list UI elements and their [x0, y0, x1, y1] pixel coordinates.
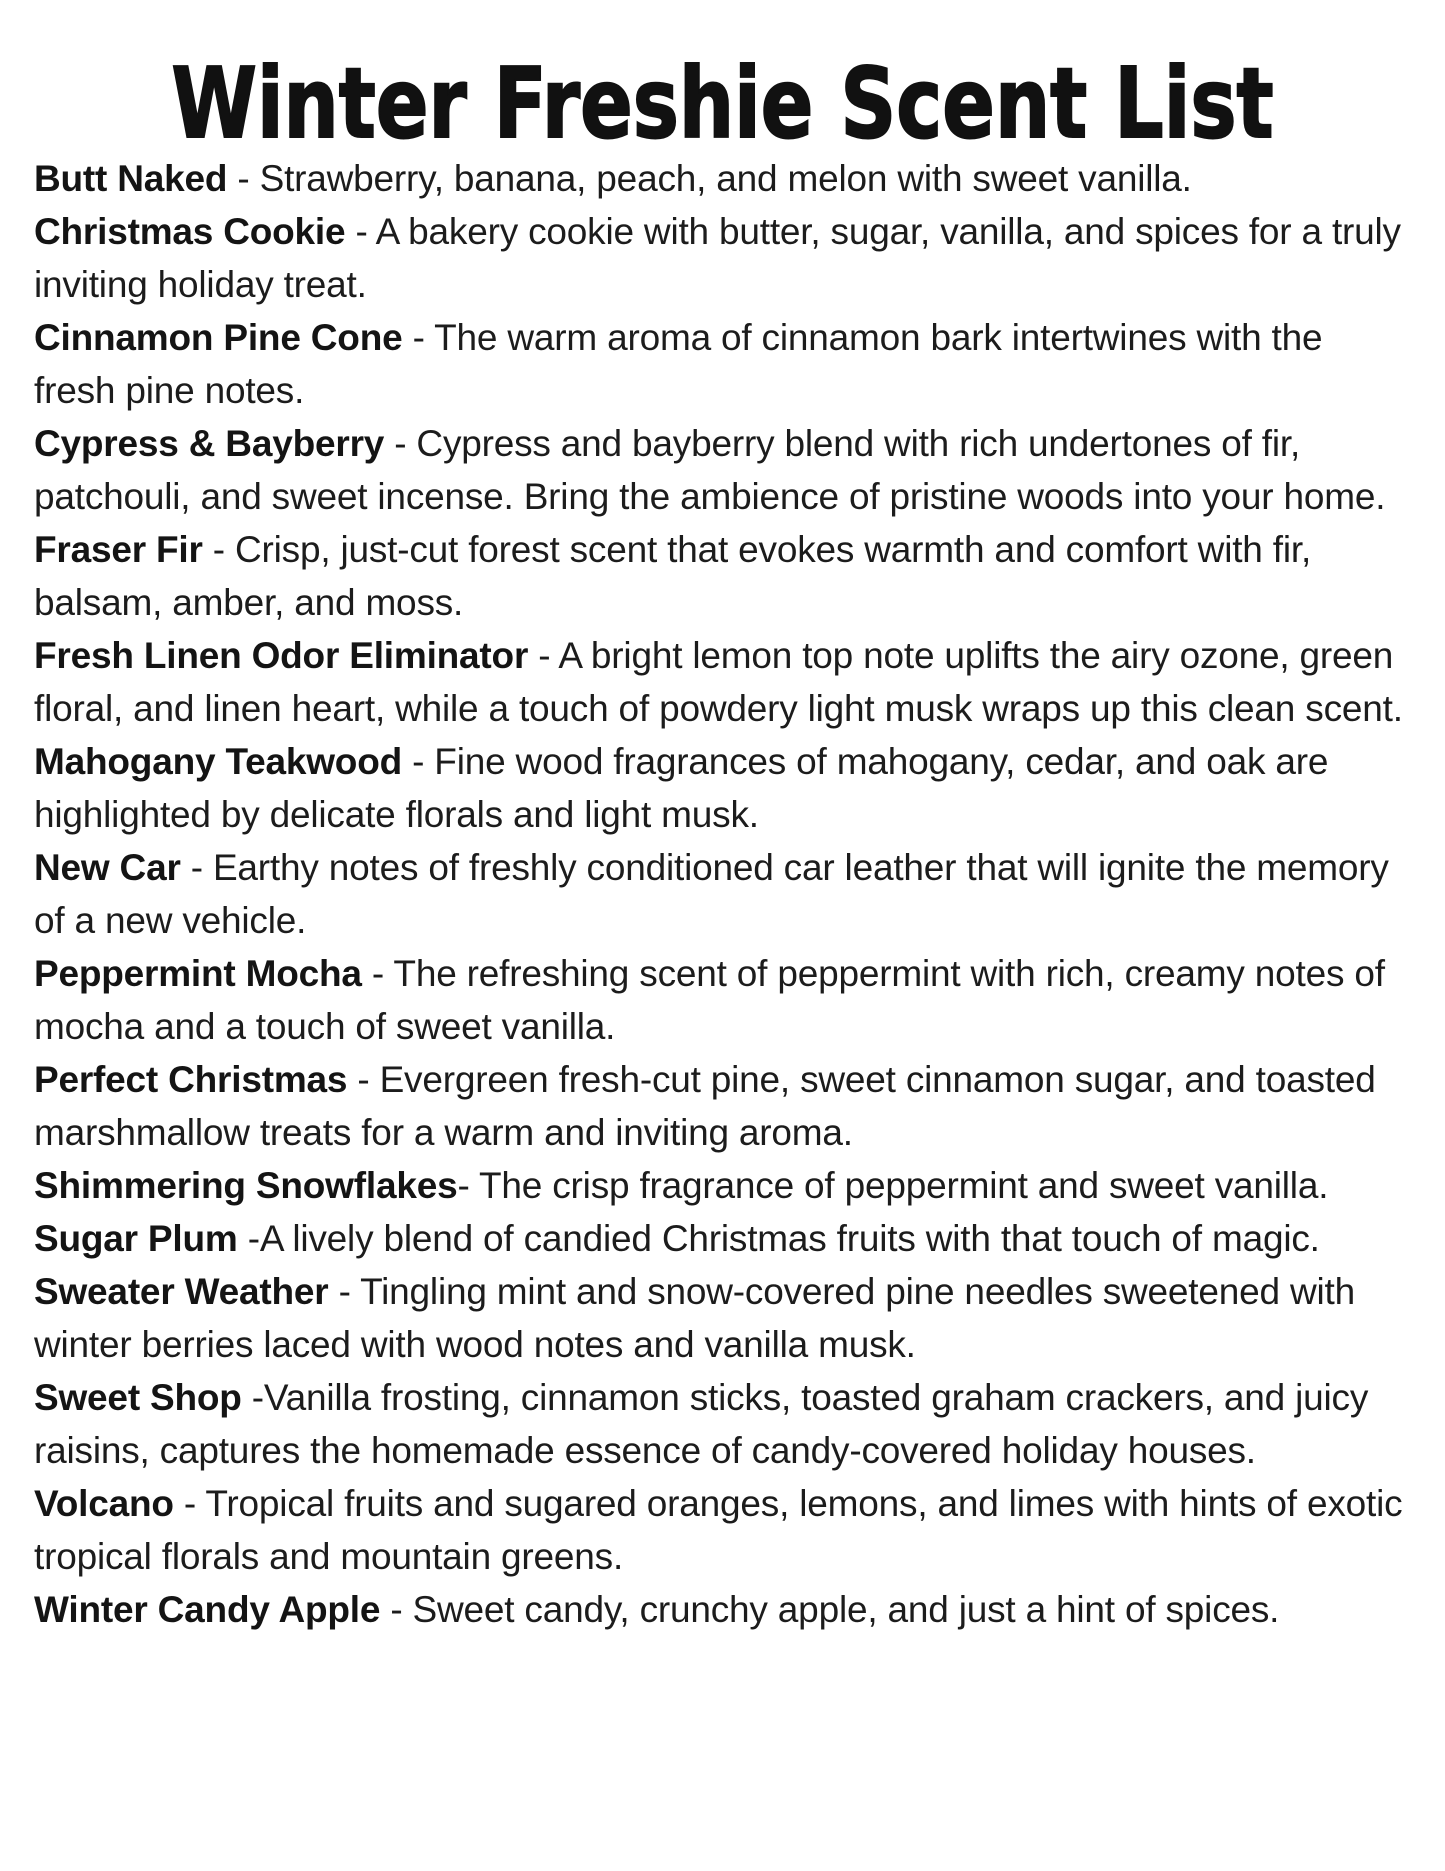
scent-description: The crisp fragrance of peppermint and sweet vanilla. — [479, 1165, 1329, 1206]
separator: - — [328, 1271, 361, 1312]
separator: - — [457, 1165, 480, 1206]
scent-entry-christmas-cookie — [34, 205, 1411, 311]
scent-name: Volcano — [34, 1483, 174, 1524]
scent-name: Perfect Christmas — [34, 1059, 348, 1100]
scent-description: Tingling mint and snow-covered pine needles sweetened with winter berries laced with wood notes and vanilla musk. — [34, 1271, 1355, 1365]
separator: - — [241, 1377, 264, 1418]
scent-name: Sweet Shop — [34, 1377, 242, 1418]
scent-entry-cinnamon-pine-cone — [34, 311, 1411, 417]
scent-name: Sweater Weather — [34, 1271, 329, 1312]
scent-name: Fresh Linen Odor Eliminator — [34, 635, 529, 676]
separator: - — [227, 158, 260, 199]
separator: - — [402, 741, 435, 782]
scent-entry-mahogany-teakwood — [34, 735, 1411, 841]
scent-description: The warm aroma of cinnamon bark intertwines with the fresh pine notes. — [34, 317, 1323, 411]
scent-description: Crisp, just-cut forest scent that evokes warmth and comfort with fir, balsam, amber, and moss. — [34, 529, 1312, 623]
scent-entry-new-car — [34, 841, 1411, 947]
separator: - — [202, 529, 235, 570]
scent-description: A lively blend of candied Christmas fruits with that touch of magic. — [259, 1218, 1320, 1259]
scent-name: Cinnamon Pine Cone — [34, 317, 403, 358]
scent-name: Winter Candy Apple — [34, 1589, 381, 1630]
scent-description: Fine wood fragrances of mahogany, cedar, and oak are highlighted by delicate florals and light musk. — [34, 741, 1329, 835]
scent-description: Earthy notes of freshly conditioned car leather that will ignite the memory of a new vehicle. — [34, 847, 1389, 941]
scent-description: Cypress and bayberry blend with rich undertones of fir, patchouli, and sweet incense. Bring the ambience of pristine woods into your home. — [34, 423, 1386, 517]
scent-entry-perfect-christmas — [34, 1053, 1411, 1159]
scent-name: Christmas Cookie — [34, 211, 346, 252]
scent-name: Sugar Plum — [34, 1218, 238, 1259]
scent-name: New Car — [34, 847, 181, 888]
scent-list — [0, 152, 1445, 1636]
scent-description: Sweet candy, crunchy apple, and just a hint of spices. — [412, 1589, 1280, 1630]
scent-description: A bakery cookie with butter, sugar, vanilla, and spices for a truly inviting holiday treat. — [34, 211, 1401, 305]
separator: - — [380, 1589, 413, 1630]
scent-name: Shimmering Snowflakes — [34, 1165, 458, 1206]
scent-entry-sweater-weather — [34, 1265, 1411, 1371]
scent-entry-shimmering-snowflakes — [34, 1159, 1411, 1212]
scent-description: Strawberry, banana, peach, and melon with sweet vanilla. — [259, 158, 1192, 199]
separator: - — [528, 635, 559, 676]
scent-description: Tropical fruits and sugared oranges, lemons, and limes with hints of exotic tropical florals and mountain greens. — [34, 1483, 1403, 1577]
scent-description: The refreshing scent of peppermint with rich, creamy notes of mocha and a touch of sweet vanilla. — [34, 953, 1385, 1047]
scent-name: Mahogany Teakwood — [34, 741, 403, 782]
scent-description: A bright lemon top note uplifts the airy ozone, green floral, and linen heart, while a touch of powdery light musk wraps up this clean scent. — [34, 635, 1403, 729]
scent-entry-winter-candy-apple — [34, 1583, 1411, 1636]
separator: - — [384, 423, 417, 464]
separator: - — [180, 847, 213, 888]
scent-description: Vanilla frosting, cinnamon sticks, toasted graham crackers, and juicy raisins, captures the homemade essence of candy-covered holiday houses. — [34, 1377, 1369, 1471]
scent-entry-fraser-fir — [34, 523, 1411, 629]
separator: - — [347, 1059, 380, 1100]
scent-name: Peppermint Mocha — [34, 953, 362, 994]
separator: - — [345, 211, 376, 252]
scent-entry-sugar-plum — [34, 1212, 1411, 1265]
separator: - — [173, 1483, 206, 1524]
separator: - — [361, 953, 394, 994]
separator: - — [237, 1218, 260, 1259]
scent-description: Evergreen fresh-cut pine, sweet cinnamon sugar, and toasted marshmallow treats for a warm and inviting aroma. — [34, 1059, 1376, 1153]
scent-name: Butt Naked — [34, 158, 228, 199]
scent-name: Cypress & Bayberry — [34, 423, 385, 464]
scent-entry-volcano — [34, 1477, 1411, 1583]
scent-name: Fraser Fir — [34, 529, 203, 570]
scent-entry-sweet-shop — [34, 1371, 1411, 1477]
page-title: Winter Freshie Scent List — [171, 47, 1274, 160]
scent-entry-peppermint-mocha — [34, 947, 1411, 1053]
separator: - — [402, 317, 435, 358]
scent-entry-fresh-linen-odor-eliminator — [34, 629, 1411, 735]
scent-entry-cypress-bayberry — [34, 417, 1411, 523]
